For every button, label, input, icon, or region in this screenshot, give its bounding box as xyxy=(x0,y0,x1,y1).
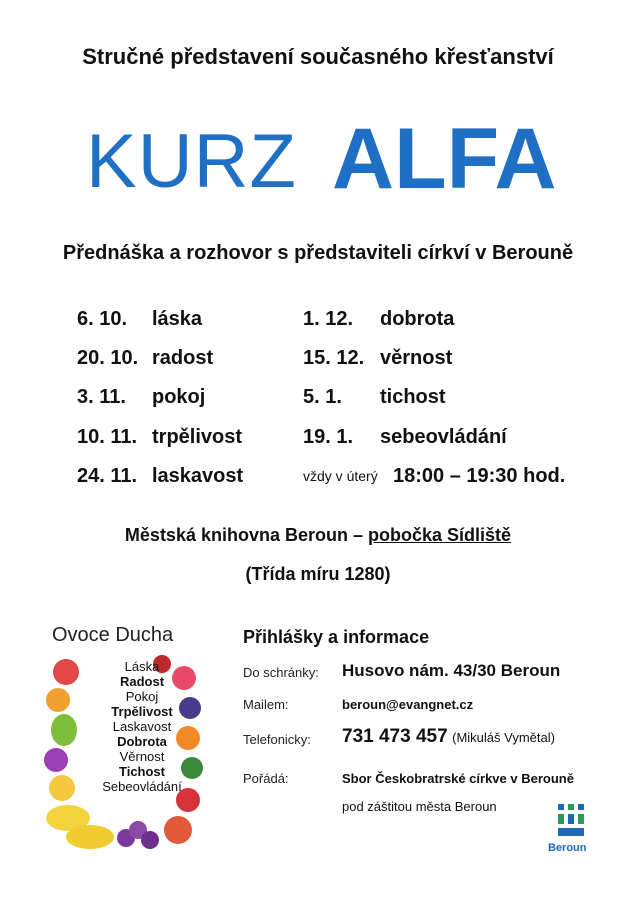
schedule-topic: laskavost xyxy=(152,465,244,487)
fruit-title: Ovoce Ducha xyxy=(52,624,174,646)
email-link[interactable]: beroun@evangnet.cz xyxy=(342,697,474,712)
schedule-topic: trpělivost xyxy=(152,426,243,448)
mailbox-label: Do schránky: xyxy=(243,665,319,680)
beroun-logo-icon xyxy=(556,802,586,840)
schedule-topic: sebeovládání xyxy=(380,426,507,448)
schedule-date: 1. 12. xyxy=(303,308,354,330)
info-heading: Přihlášky a informace xyxy=(243,627,430,647)
fruit-item: Laskavost xyxy=(112,719,172,734)
lemon-icon xyxy=(49,775,75,801)
logo-text: Beroun xyxy=(548,842,587,854)
schedule-topic: tichost xyxy=(380,386,446,408)
subtitle: Stručné představení současného křesťanství xyxy=(82,44,554,69)
plum-icon xyxy=(44,748,68,772)
kurz-heading: KURZ xyxy=(86,119,297,204)
phone-line xyxy=(342,726,555,748)
alfa-heading: ALFA xyxy=(332,111,557,207)
banana-icon xyxy=(66,825,114,849)
phone-value: 731 473 457 xyxy=(342,726,448,747)
venue-main: Městská knihovna Beroun – xyxy=(124,525,363,545)
fruit-item: Pokoj xyxy=(125,689,159,704)
schedule-date: 10. 11. xyxy=(77,426,138,448)
schedule-date: 19. 1. xyxy=(303,426,354,448)
schedule-date: 24. 11. xyxy=(77,465,138,487)
schedule-date: 6. 10. xyxy=(77,308,128,330)
schedule-date: 20. 10. xyxy=(77,347,139,369)
schedule-topic: pokoj xyxy=(152,386,206,408)
pear-icon xyxy=(51,714,77,746)
phone-label: Telefonicky: xyxy=(243,732,311,747)
schedule-topic: věrnost xyxy=(380,347,453,369)
lecture-line: Přednáška a rozhovor s představiteli církví v Berouně xyxy=(62,242,574,264)
schedule-topic: dobrota xyxy=(380,308,455,330)
schedule-date: 15. 12. xyxy=(303,347,365,369)
mailbox-value: Husovo nám. 43/30 Beroun xyxy=(342,661,561,680)
orange-icon xyxy=(46,688,70,712)
fruit-item: Sebeovládání xyxy=(102,779,182,794)
time-range: 18:00 – 19:30 hod. xyxy=(393,465,566,487)
apple-icon xyxy=(53,659,79,685)
fruit-list xyxy=(86,659,198,794)
time-prefix: vždy v úterý xyxy=(303,468,378,484)
peach-icon xyxy=(164,816,192,844)
phone-person: (Mikuláš Vymětal) xyxy=(452,730,555,745)
venue-branch: pobočka Sídliště xyxy=(368,525,512,545)
venue-line xyxy=(0,525,636,546)
venue-room: (Třída míru 1280) xyxy=(245,564,391,584)
fruit-item: Dobrota xyxy=(117,734,167,749)
patronage-line: pod záštitou města Beroun xyxy=(342,799,497,814)
fruit-item: Radost xyxy=(119,674,165,689)
fruit-item: Věrnost xyxy=(119,749,165,764)
organizer-value: Sbor Českobratrské církve v Berouně xyxy=(342,771,574,786)
grape-icon xyxy=(141,831,159,849)
fruit-item: Láska xyxy=(124,659,160,674)
fruit-item: Trpělivost xyxy=(111,704,173,719)
schedule-topic: láska xyxy=(152,308,203,330)
schedule-topic: radost xyxy=(152,347,214,369)
mail-label: Mailem: xyxy=(243,697,289,712)
schedule-date: 5. 1. xyxy=(303,386,342,408)
organizer-label: Pořádá: xyxy=(243,771,289,786)
fruit-item: Tichost xyxy=(119,764,165,779)
schedule-date: 3. 11. xyxy=(77,386,126,408)
